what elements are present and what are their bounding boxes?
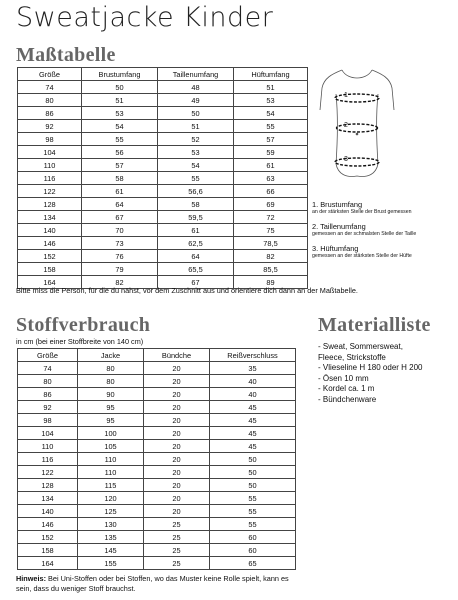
table-cell: 20 <box>144 375 210 388</box>
table-row <box>18 388 296 401</box>
legend-item-description: an der stärksten Stelle der Brust gemessen <box>312 209 412 215</box>
table-cell: 54 <box>158 159 234 172</box>
table-cell: 65,5 <box>158 263 234 276</box>
table-cell: 69 <box>234 198 308 211</box>
table-cell: 98 <box>18 133 82 146</box>
table-cell: 155 <box>78 557 144 570</box>
fabric-subheading: in cm (bei einer Stoffbreite von 140 cm) <box>16 337 144 346</box>
table-row <box>18 133 308 146</box>
table-row <box>18 479 296 492</box>
table-cell: 53 <box>158 146 234 159</box>
marker-line-2 <box>337 124 378 132</box>
table-cell: 64 <box>82 198 158 211</box>
table-cell: 50 <box>82 81 158 94</box>
table-cell: 55 <box>210 518 296 531</box>
table-cell: 79 <box>82 263 158 276</box>
table-cell: 92 <box>18 120 82 133</box>
table-cell: 51 <box>158 120 234 133</box>
neckline-icon <box>342 70 372 78</box>
legend-item-label: 1. Brustumfang <box>312 200 363 209</box>
body-measurement-figure <box>312 64 402 186</box>
table-row <box>18 414 296 427</box>
table-cell: 140 <box>18 505 78 518</box>
table-cell: 70 <box>82 224 158 237</box>
table-cell: 146 <box>18 237 82 250</box>
fabric-table <box>17 348 296 570</box>
table-row <box>18 237 308 250</box>
column-header: Brustumfang <box>82 68 158 81</box>
size-chart-note: Bitte miss die Person, für die du nähst, vor dem Zuschnitt aus und orientiere dich dann an der Maßtabelle. <box>16 286 358 295</box>
table-cell: 59 <box>234 146 308 159</box>
table-cell: 122 <box>18 185 82 198</box>
table-cell: 115 <box>78 479 144 492</box>
table-cell: 66 <box>234 185 308 198</box>
table-cell: 55 <box>210 492 296 505</box>
table-cell: 158 <box>18 544 78 557</box>
legend-item-description: gemessen an der stärksten Stelle der Hüfte <box>312 253 412 259</box>
table-cell: 110 <box>78 466 144 479</box>
table-cell: 100 <box>78 427 144 440</box>
column-header: Bündche <box>144 349 210 362</box>
table-row <box>18 557 296 570</box>
table-cell: 95 <box>78 401 144 414</box>
material-item: - Kordel ca. 1 m <box>318 384 375 394</box>
table-cell: 116 <box>18 453 78 466</box>
table-row <box>18 224 308 237</box>
table-row <box>18 211 308 224</box>
column-header: Jacke <box>78 349 144 362</box>
table-row <box>18 401 296 414</box>
legend-item-hip <box>312 244 458 260</box>
table-cell: 58 <box>158 198 234 211</box>
marker-label-3: 3 <box>344 156 348 163</box>
table-cell: 75 <box>234 224 308 237</box>
table-cell: 60 <box>210 544 296 557</box>
table-row <box>18 263 308 276</box>
table-cell: 130 <box>78 518 144 531</box>
table-cell: 86 <box>18 388 78 401</box>
table-cell: 45 <box>210 427 296 440</box>
table-cell: 20 <box>144 388 210 401</box>
table-cell: 57 <box>234 133 308 146</box>
material-item: Fleece, Strickstoffe <box>318 352 386 362</box>
legend-item-waist <box>312 222 458 238</box>
page-title: Sweatjacke Kinder <box>16 2 274 33</box>
table-row <box>18 505 296 518</box>
marker-label-2: 2 <box>344 122 348 129</box>
marker-line-1 <box>335 94 379 102</box>
table-cell: 104 <box>18 146 82 159</box>
table-cell: 51 <box>234 81 308 94</box>
table-cell: 55 <box>210 505 296 518</box>
table-row <box>18 146 308 159</box>
table-cell: 45 <box>210 440 296 453</box>
table-row <box>18 250 308 263</box>
table-row <box>18 120 308 133</box>
table-cell: 51 <box>82 94 158 107</box>
table-cell: 35 <box>210 362 296 375</box>
table-cell: 55 <box>158 172 234 185</box>
table-cell: 55 <box>234 120 308 133</box>
table-cell: 86 <box>18 107 82 120</box>
table-cell: 61 <box>158 224 234 237</box>
table-cell: 134 <box>18 211 82 224</box>
table-cell: 20 <box>144 505 210 518</box>
table-cell: 20 <box>144 401 210 414</box>
table-cell: 85,5 <box>234 263 308 276</box>
table-cell: 145 <box>78 544 144 557</box>
table-row <box>18 440 296 453</box>
table-cell: 164 <box>18 276 82 289</box>
table-cell: 53 <box>234 94 308 107</box>
table-cell: 128 <box>18 479 78 492</box>
legend-item-description: gemessen an der schmalsten Stelle der Taille <box>312 231 417 237</box>
legend-item-label: 3. Hüftumfang <box>312 244 359 253</box>
table-cell: 45 <box>210 401 296 414</box>
table-cell: 20 <box>144 453 210 466</box>
material-item: - Sweat, Sommersweat, <box>318 342 403 351</box>
table-row <box>18 453 296 466</box>
table-cell: 56 <box>82 146 158 159</box>
table-cell: 20 <box>144 414 210 427</box>
table-cell: 56,6 <box>158 185 234 198</box>
table-cell: 128 <box>18 198 82 211</box>
table-cell: 48 <box>158 81 234 94</box>
table-cell: 61 <box>82 185 158 198</box>
table-cell: 60 <box>210 531 296 544</box>
table-row <box>18 198 308 211</box>
table-cell: 50 <box>210 453 296 466</box>
table-cell: 78,5 <box>234 237 308 250</box>
fabric-heading: Stoffverbrauch <box>16 314 151 336</box>
table-cell: 140 <box>18 224 82 237</box>
table-cell: 116 <box>18 172 82 185</box>
table-cell: 135 <box>78 531 144 544</box>
table-cell: 40 <box>210 388 296 401</box>
table-cell: 95 <box>78 414 144 427</box>
table-cell: 45 <box>210 414 296 427</box>
table-row <box>18 544 296 557</box>
marker-line-3 <box>335 158 379 166</box>
table-cell: 89 <box>234 276 308 289</box>
table-cell: 20 <box>144 466 210 479</box>
table-cell: 20 <box>144 479 210 492</box>
column-header: Reißverschluss <box>210 349 296 362</box>
left-shoulder-line <box>320 70 342 110</box>
table-row <box>18 107 308 120</box>
table-cell: 67 <box>158 276 234 289</box>
table-cell: 54 <box>82 120 158 133</box>
table-cell: 158 <box>18 263 82 276</box>
table-cell: 53 <box>82 107 158 120</box>
table-cell: 50 <box>158 107 234 120</box>
table-cell: 40 <box>210 375 296 388</box>
table-cell: 80 <box>78 362 144 375</box>
table-cell: 20 <box>144 362 210 375</box>
figure-legend <box>312 200 458 266</box>
table-row <box>18 375 296 388</box>
table-cell: 64 <box>158 250 234 263</box>
table-row <box>18 81 308 94</box>
table-row <box>18 531 296 544</box>
material-item: - Bündchenware <box>318 394 377 404</box>
table-cell: 20 <box>144 440 210 453</box>
navel-icon <box>356 133 358 135</box>
materials-heading: Materialliste <box>318 314 431 336</box>
column-header: Größe <box>18 349 78 362</box>
fabric-header-row <box>18 349 296 362</box>
table-cell: 55 <box>82 133 158 146</box>
table-cell: 58 <box>82 172 158 185</box>
table-cell: 152 <box>18 531 78 544</box>
table-cell: 122 <box>18 466 78 479</box>
table-cell: 104 <box>18 427 78 440</box>
size-chart-header-row <box>18 68 308 81</box>
table-cell: 164 <box>18 557 78 570</box>
table-cell: 152 <box>18 250 82 263</box>
table-cell: 134 <box>18 492 78 505</box>
table-cell: 52 <box>158 133 234 146</box>
table-cell: 73 <box>82 237 158 250</box>
table-cell: 98 <box>18 414 78 427</box>
table-cell: 125 <box>78 505 144 518</box>
materials-list <box>318 342 458 406</box>
column-header: Hüftumfang <box>234 68 308 81</box>
table-row <box>18 185 308 198</box>
table-cell: 92 <box>18 401 78 414</box>
table-cell: 110 <box>18 159 82 172</box>
table-cell: 110 <box>78 453 144 466</box>
size-chart-table <box>17 67 308 289</box>
hint-label: Hinweis: <box>16 574 47 583</box>
table-cell: 90 <box>78 388 144 401</box>
column-header: Größe <box>18 68 82 81</box>
table-cell: 67 <box>82 211 158 224</box>
hint-text: Bei Uni-Stoffen oder bei Stoffen, wo das Muster keine Rolle spielt, kann es sein, dass du weniger Stoff brauchst. <box>16 574 289 593</box>
table-cell: 54 <box>234 107 308 120</box>
table-cell: 74 <box>18 81 82 94</box>
table-cell: 82 <box>234 250 308 263</box>
table-cell: 50 <box>210 479 296 492</box>
size-chart-heading: Maßtabelle <box>16 44 116 66</box>
fabric-hint <box>16 574 306 593</box>
table-cell: 50 <box>210 466 296 479</box>
material-item: - Vlieseline H 180 oder H 200 <box>318 363 423 373</box>
table-cell: 25 <box>144 557 210 570</box>
table-cell: 25 <box>144 531 210 544</box>
table-row <box>18 94 308 107</box>
table-row <box>18 159 308 172</box>
table-cell: 59,5 <box>158 211 234 224</box>
table-cell: 146 <box>18 518 78 531</box>
marker-label-1: 1 <box>344 92 348 99</box>
table-cell: 25 <box>144 544 210 557</box>
hip-line <box>336 164 378 177</box>
table-cell: 63 <box>234 172 308 185</box>
table-cell: 61 <box>234 159 308 172</box>
table-row <box>18 518 296 531</box>
table-cell: 62,5 <box>158 237 234 250</box>
legend-item-label: 2. Taillenumfang <box>312 222 366 231</box>
table-row <box>18 466 296 479</box>
table-cell: 20 <box>144 492 210 505</box>
table-cell: 74 <box>18 362 78 375</box>
table-cell: 57 <box>82 159 158 172</box>
table-row <box>18 427 296 440</box>
table-row <box>18 172 308 185</box>
legend-item-chest <box>312 200 458 216</box>
table-cell: 82 <box>82 276 158 289</box>
table-cell: 105 <box>78 440 144 453</box>
table-cell: 80 <box>18 375 78 388</box>
material-item: - Ösen 10 mm <box>318 373 369 383</box>
table-cell: 20 <box>144 427 210 440</box>
table-cell: 72 <box>234 211 308 224</box>
table-cell: 49 <box>158 94 234 107</box>
column-header: Taillenumfang <box>158 68 234 81</box>
table-cell: 65 <box>210 557 296 570</box>
table-cell: 80 <box>78 375 144 388</box>
table-row <box>18 362 296 375</box>
right-shoulder-line <box>372 70 394 110</box>
table-row <box>18 492 296 505</box>
table-cell: 120 <box>78 492 144 505</box>
table-cell: 76 <box>82 250 158 263</box>
table-cell: 110 <box>18 440 78 453</box>
table-cell: 80 <box>18 94 82 107</box>
table-cell: 25 <box>144 518 210 531</box>
